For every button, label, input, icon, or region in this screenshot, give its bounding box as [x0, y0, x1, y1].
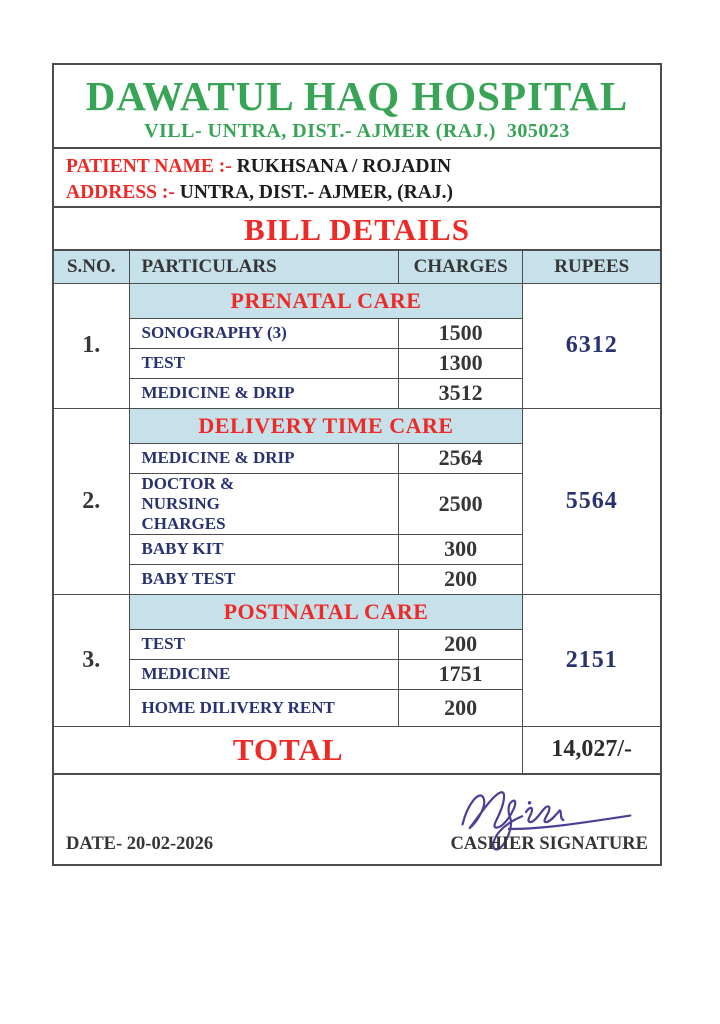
item-charges: 2500: [398, 473, 523, 534]
section-sno: 3.: [53, 594, 129, 726]
column-header-particulars: PARTICULARS: [129, 250, 398, 283]
bill-details-title: BILL DETAILS: [244, 212, 470, 247]
item-particulars: MEDICINE & DRIP: [129, 378, 398, 408]
item-charges: 3512: [398, 378, 523, 408]
section-rupees-total: 6312: [523, 283, 661, 408]
item-particulars: MEDICINE: [129, 659, 398, 689]
column-header-sno: S.NO.: [53, 250, 129, 283]
item-charges: 2564: [398, 443, 523, 473]
item-particulars: BABY KIT: [129, 534, 398, 564]
column-header-rupees: RUPEES: [523, 250, 661, 283]
item-particulars: TEST: [129, 629, 398, 659]
section-title-row: [53, 408, 661, 443]
footer-signature-section: [52, 773, 662, 866]
patient-name-line: [66, 154, 660, 180]
total-label: TOTAL: [53, 726, 523, 774]
item-charges: 200: [398, 629, 523, 659]
item-particulars: HOME DILIVERY RENT: [129, 689, 398, 726]
bill-table: [52, 249, 662, 775]
item-charges: 200: [398, 689, 523, 726]
item-particulars: DOCTOR & NURSING CHARGES: [129, 473, 398, 534]
item-charges: 1300: [398, 348, 523, 378]
patient-info-section: [52, 147, 662, 208]
hospital-name: DAWATUL HAQ HOSPITAL: [85, 73, 629, 119]
patient-name-value: RUKHSANA / ROJADIN: [236, 156, 452, 177]
section-title-postnatal: POSTNATAL CARE: [129, 594, 523, 629]
item-charges: 200: [398, 564, 523, 594]
item-charges: 1751: [398, 659, 523, 689]
hospital-address: VILL- UNTRA, DIST.- AJMER (RAJ.) 305023: [144, 120, 570, 142]
section-title-delivery: DELIVERY TIME CARE: [129, 408, 523, 443]
item-charges: 300: [398, 534, 523, 564]
item-particulars: MEDICINE & DRIP: [129, 443, 398, 473]
bill-details-title-section: [52, 206, 662, 251]
patient-name-label: PATIENT NAME :-: [66, 156, 232, 177]
section-rupees-total: 2151: [523, 594, 661, 726]
section-title-prenatal: PRENATAL CARE: [129, 283, 523, 318]
patient-address-line: [66, 180, 660, 206]
section-sno: 2.: [53, 408, 129, 594]
section-sno: 1.: [53, 283, 129, 408]
item-particulars: BABY TEST: [129, 564, 398, 594]
cashier-signature-label: CASHIER SIGNATURE: [450, 834, 648, 854]
section-title-row: [53, 594, 661, 629]
bill-table-header-row: [53, 250, 661, 283]
section-rupees-total: 5564: [523, 408, 661, 594]
patient-address-value: UNTRA, DIST.- AJMER, (RAJ.): [179, 182, 453, 203]
column-header-charges: CHARGES: [398, 250, 523, 283]
total-row: [53, 726, 661, 774]
item-particulars: SONOGRAPHY (3): [129, 318, 398, 348]
section-title-row: [53, 283, 661, 318]
hospital-bill-document: [52, 63, 662, 866]
total-amount: 14,027/-: [523, 726, 661, 774]
item-particulars: TEST: [129, 348, 398, 378]
patient-address-label: ADDRESS :-: [66, 182, 175, 203]
bill-date: DATE- 20-02-2026: [66, 834, 214, 854]
item-charges: 1500: [398, 318, 523, 348]
hospital-header: [52, 63, 662, 149]
